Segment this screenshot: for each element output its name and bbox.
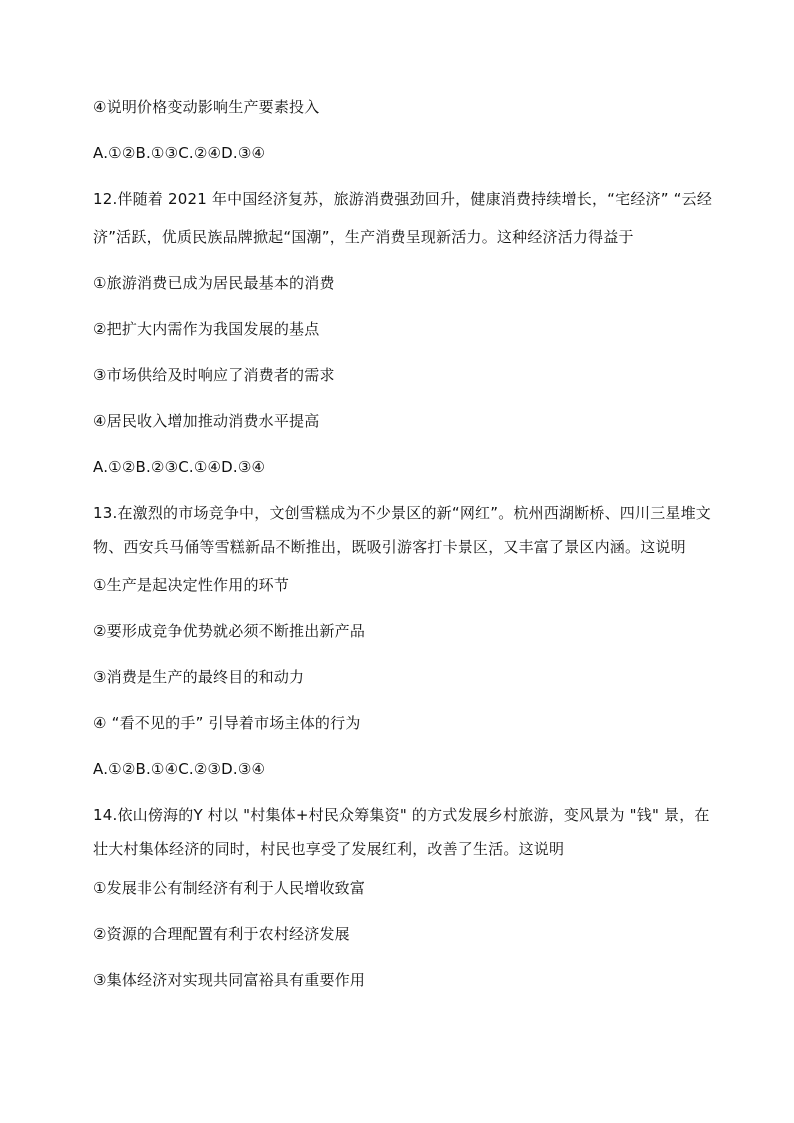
question-14-option-1: ①发展非公有制经济有利于人民增收致富 xyxy=(93,879,366,897)
question-12-option-3: ③市场供给及时响应了消费者的需求 xyxy=(93,366,335,384)
question-12-option-2: ②把扩大内需作为我国发展的基点 xyxy=(93,320,320,338)
question-13-option-2: ②要形成竞争优势就必须不断推出新产品 xyxy=(93,622,366,640)
question-13-line-2: 物、西安兵马俑等雪糕新品不断推出，既吸引游客打卡景区，又丰富了景区内涵。这说明 xyxy=(93,538,686,556)
option-line: ④说明价格变动影响生产要素投入 xyxy=(93,98,320,116)
question-12-answer-choices: A.①②B.②③C.①④D.③④ xyxy=(93,458,266,476)
question-13-option-4: ④ “看不见的手” 引导着市场主体的行为 xyxy=(93,714,361,732)
question-13-option-1: ①生产是起决定性作用的环节 xyxy=(93,576,290,594)
question-12-line-2: 济”活跃，优质民族品牌掀起“国潮”，生产消费呈现新活力。这种经济活力得益于 xyxy=(93,228,634,246)
answer-choices: A.①②B.①③C.②④D.③④ xyxy=(93,144,266,162)
question-13-line-1: 13.在激烈的市场竞争中，文创雪糕成为不少景区的新“网红”。杭州西湖断桥、四川三星堆文 xyxy=(93,504,712,522)
question-12-option-1: ①旅游消费已成为居民最基本的消费 xyxy=(93,274,335,292)
question-14-line-2: 壮大村集体经济的同时，村民也享受了发展红利，改善了生活。这说明 xyxy=(93,840,565,858)
question-14-option-2: ②资源的合理配置有利于农村经济发展 xyxy=(93,925,350,943)
question-13-answer-choices: A.①②B.①④C.②③D.③④ xyxy=(93,760,266,778)
question-13-option-3: ③消费是生产的最终目的和动力 xyxy=(93,668,305,686)
question-14-line-1: 14.依山傍海的Y 村以 "村集体+村民众筹集资" 的方式发展乡村旅游，变风景为 "钱" 景，在 xyxy=(93,806,710,824)
question-12-line-1: 12.伴随着 2021 年中国经济复苏，旅游消费强劲回升，健康消费持续增长，“宅经济” “云经 xyxy=(93,190,713,208)
question-14-option-3: ③集体经济对实现共同富裕具有重要作用 xyxy=(93,971,366,989)
question-12-option-4: ④居民收入增加推动消费水平提高 xyxy=(93,412,320,430)
